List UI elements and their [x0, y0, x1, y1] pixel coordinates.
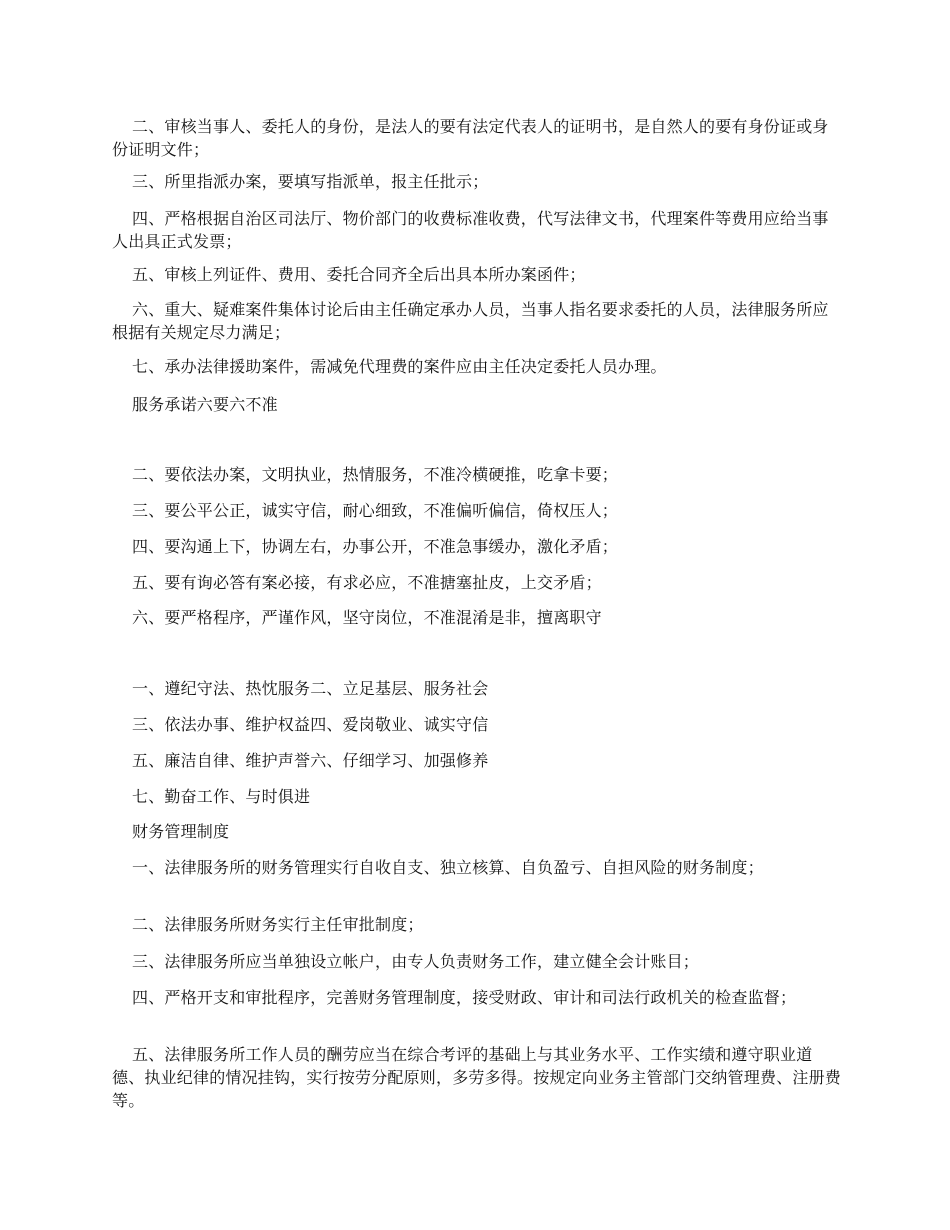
- paragraph: 五、审核上列证件、费用、委托合同齐全后出具本所办案函件；: [132, 265, 586, 284]
- paragraph: 五、廉洁自律、维护声誉六、仔细学习、加强修养: [132, 751, 489, 770]
- paragraph: 七、承办法律援助案件，需减免代理费的案件应由主任决定委托人员办理。: [132, 357, 667, 376]
- paragraph: 五、法律服务所工作人员的酬劳应当在综合考评的基础上与其业务水平、工作实绩和遵守职业道德、执业纪律的情况挂钩，实行按劳分配原则，多劳多得。按规定向业务主管部门交纳管理费、注册费等。: [112, 1045, 842, 1110]
- paragraph: 五、要有询必答有案必接，有求必应，不准搪塞扯皮，上交矛盾；: [132, 573, 602, 592]
- paragraph: 一、遵纪守法、热忱服务二、立足基层、服务社会: [132, 679, 489, 698]
- paragraph: 一、法律服务所的财务管理实行自收自支、独立核算、自负盈亏、自担风险的财务制度；: [132, 858, 764, 877]
- paragraph: 二、法律服务所财务实行主任审批制度；: [132, 915, 424, 934]
- section-heading: 财务管理制度: [132, 822, 230, 841]
- paragraph: 二、要依法办案，文明执业，热情服务，不准冷横硬推，吃拿卡要；: [132, 465, 619, 484]
- section-heading: 服务承诺六要六不准: [132, 395, 278, 414]
- paragraph: 三、所里指派办案，要填写指派单，报主任批示；: [132, 172, 489, 191]
- paragraph: 三、要公平公正，诚实守信，耐心细致，不准偏听偏信，倚权压人；: [132, 501, 619, 520]
- paragraph: 六、重大、疑难案件集体讨论后由主任确定承办人员，当事人指名要求委托的人员，法律服务所应根据有关规定尽力满足；: [112, 300, 829, 342]
- paragraph: 四、要沟通上下，协调左右，办事公开，不准急事缓办，激化矛盾；: [132, 537, 619, 556]
- paragraph: 六、要严格程序，严谨作风，坚守岗位，不准混淆是非，擅离职守: [132, 608, 602, 627]
- paragraph: 七、勤奋工作、与时俱进: [132, 787, 311, 806]
- paragraph: 三、依法办事、维护权益四、爱岗敬业、诚实守信: [132, 715, 489, 734]
- paragraph: 四、严格根据自治区司法厅、物价部门的收费标准收费，代写法律文书，代理案件等费用应给当事人出具正式发票；: [112, 209, 829, 251]
- paragraph: 二、审核当事人、委托人的身份，是法人的要有法定代表人的证明书，是自然人的要有身份证或身份证明文件；: [112, 117, 829, 159]
- paragraph: 三、法律服务所应当单独设立帐户，由专人负责财务工作，建立健全会计账目；: [132, 952, 700, 971]
- paragraph: 四、严格开支和审批程序，完善财务管理制度，接受财政、审计和司法行政机关的检查监督；: [132, 988, 797, 1007]
